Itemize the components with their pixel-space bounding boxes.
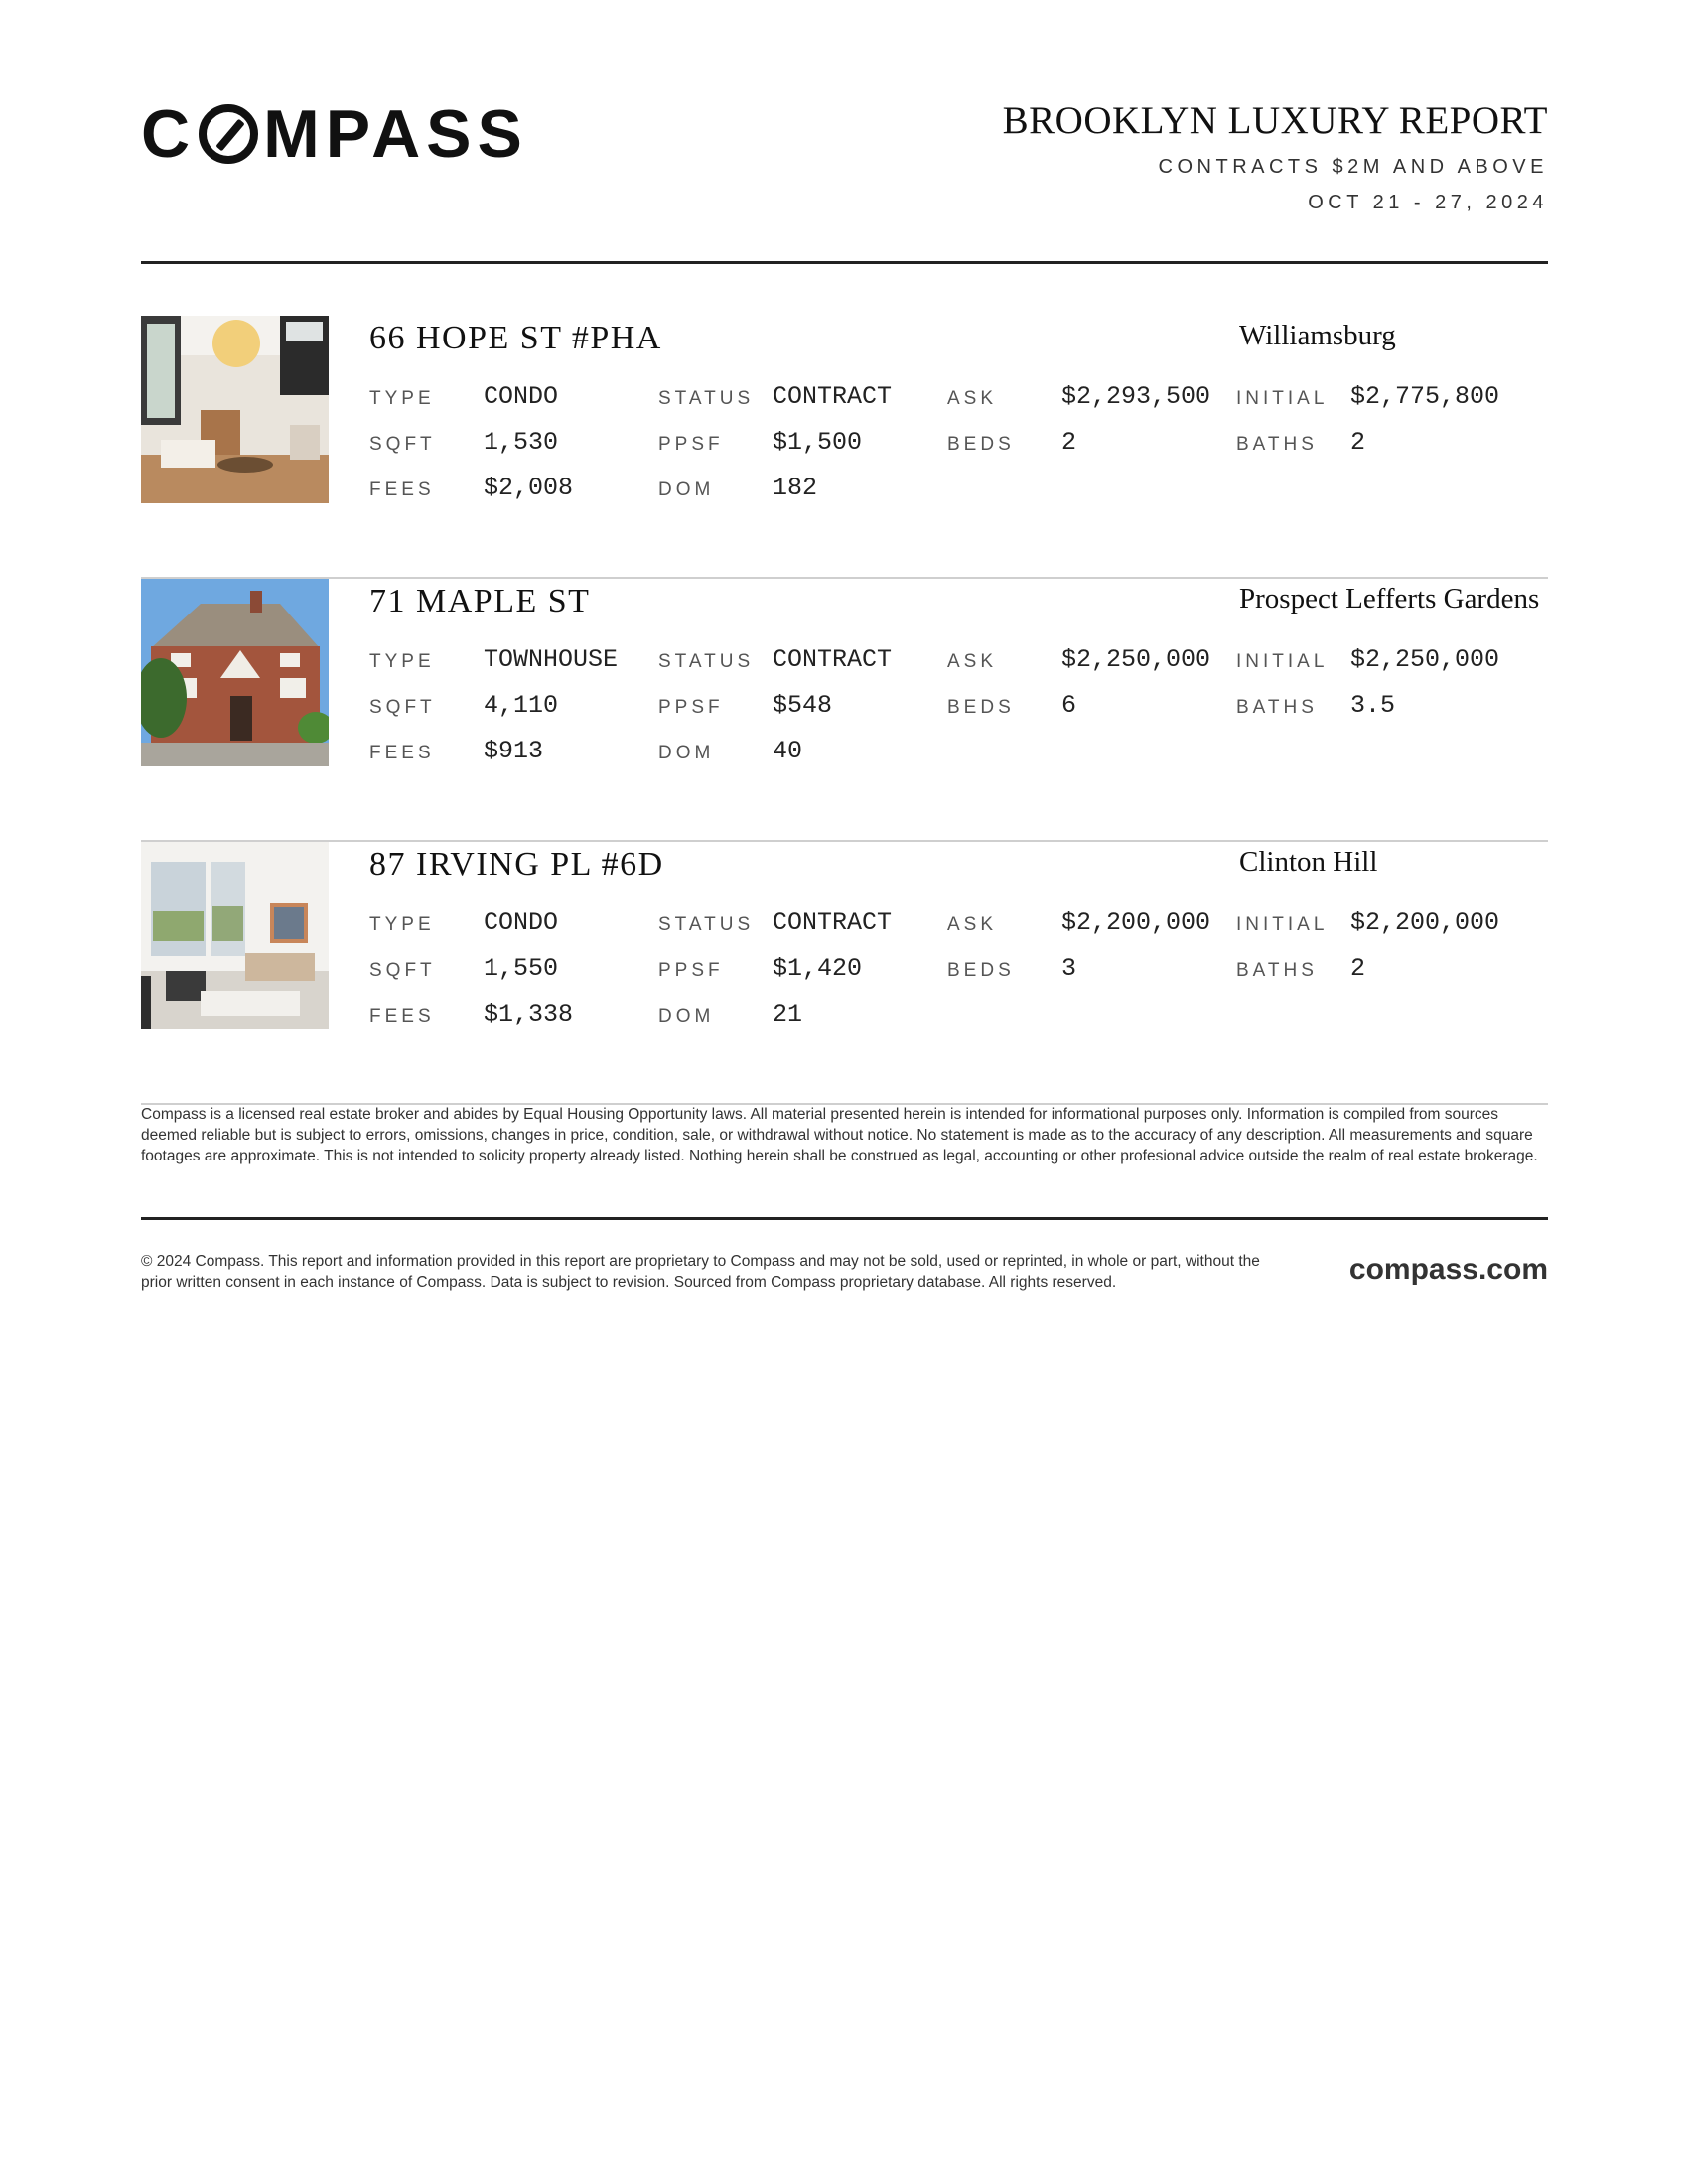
report-header: [141, 94, 1548, 223]
field-label: STATUS: [658, 651, 755, 672]
field-label: INITIAL: [1236, 388, 1329, 409]
field-value: $2,008: [484, 474, 574, 502]
listing-address: 87 IRVING PL #6D: [369, 846, 664, 883]
website-link[interactable]: compass.com: [1348, 1253, 1548, 1286]
field-label: ASK: [947, 651, 998, 672]
field-label: PPSF: [658, 697, 724, 718]
footer-divider: [141, 1217, 1548, 1220]
field-value: $2,250,000: [1350, 645, 1500, 674]
listing-card: [141, 579, 1548, 842]
field-value: $2,293,500: [1061, 382, 1211, 411]
field-value: $2,250,000: [1061, 645, 1211, 674]
field-label: STATUS: [658, 914, 755, 935]
field-value: CONTRACT: [773, 908, 893, 937]
field-value: 1,550: [484, 954, 559, 983]
listing-address: 71 MAPLE ST: [369, 583, 591, 619]
report-date-range: OCT 21 - 27, 2024: [1308, 192, 1548, 213]
listing-address: 66 HOPE ST #PHA: [369, 320, 662, 356]
compass-logo-o-icon: [199, 104, 258, 164]
listing-neighborhood: Clinton Hill: [1239, 846, 1378, 878]
field-value: 2: [1350, 954, 1366, 983]
field-value: CONDO: [484, 382, 559, 411]
field-label: INITIAL: [1236, 914, 1329, 935]
field-label: STATUS: [658, 388, 755, 409]
field-label: PPSF: [658, 434, 724, 455]
field-label: INITIAL: [1236, 651, 1329, 672]
field-value: $1,338: [484, 1000, 574, 1028]
field-value: 21: [773, 1000, 803, 1028]
field-label: DOM: [658, 743, 715, 763]
field-label: FEES: [369, 1006, 435, 1026]
report-subtitle: CONTRACTS $2M AND ABOVE: [1158, 156, 1548, 178]
field-label: BATHS: [1236, 697, 1318, 718]
field-label: ASK: [947, 914, 998, 935]
listing-card: [141, 842, 1548, 1105]
field-label: BATHS: [1236, 434, 1318, 455]
field-value: $2,775,800: [1350, 382, 1500, 411]
listing-card: [141, 316, 1548, 579]
field-label: TYPE: [369, 651, 435, 672]
field-value: CONDO: [484, 908, 559, 937]
header-divider: [141, 261, 1548, 264]
field-label: FEES: [369, 743, 435, 763]
listing-neighborhood: Prospect Lefferts Gardens: [1239, 583, 1540, 614]
field-label: PPSF: [658, 960, 724, 981]
field-label: BEDS: [947, 960, 1015, 981]
copyright-notice: © 2024 Compass. This report and information provided in this report are proprietary to Compass and may not be sold, used or reprinted, in whole or part, without the prior written consent in each instance of Compass. Data is subject to revision. Sourced from Compass proprietary database. All rights reserved.: [141, 1253, 1260, 1291]
field-label: DOM: [658, 1006, 715, 1026]
field-value: CONTRACT: [773, 382, 893, 411]
field-value: 2: [1350, 428, 1366, 457]
field-label: TYPE: [369, 388, 435, 409]
listing-neighborhood: Williamsburg: [1239, 320, 1396, 351]
field-value: $913: [484, 737, 544, 765]
field-label: SQFT: [369, 697, 436, 718]
field-value: $548: [773, 691, 833, 720]
field-label: ASK: [947, 388, 998, 409]
field-label: SQFT: [369, 434, 436, 455]
field-value: 182: [773, 474, 818, 502]
listing-photo-interior: [141, 316, 329, 503]
field-value: 6: [1061, 691, 1077, 720]
field-value: 3.5: [1350, 691, 1396, 720]
field-value: 3: [1061, 954, 1077, 983]
field-value: 1,530: [484, 428, 559, 457]
field-value: 4,110: [484, 691, 559, 720]
field-label: FEES: [369, 479, 435, 500]
field-value: 40: [773, 737, 803, 765]
field-label: DOM: [658, 479, 715, 500]
compass-logo: C MPASS: [141, 96, 528, 172]
field-label: SQFT: [369, 960, 436, 981]
field-label: BEDS: [947, 434, 1015, 455]
field-value: 2: [1061, 428, 1077, 457]
report-title: BROOKLYN LUXURY REPORT: [1002, 99, 1548, 142]
field-value: $1,420: [773, 954, 863, 983]
field-label: TYPE: [369, 914, 435, 935]
field-value: $2,200,000: [1350, 908, 1500, 937]
field-value: TOWNHOUSE: [484, 645, 619, 674]
listing-photo-exterior: [141, 579, 329, 766]
field-value: $1,500: [773, 428, 863, 457]
listing-photo-living-room: [141, 842, 329, 1029]
field-label: BATHS: [1236, 960, 1318, 981]
field-value: $2,200,000: [1061, 908, 1211, 937]
legal-disclaimer: Compass is a licensed real estate broker and abides by Equal Housing Opportunity laws. All material presented herein is intended for informational purposes only. Information is compiled from sources deemed reliable but is subject to errors, omissions, changes in price, condition, sale, or withdrawal without notice. No statement is made as to the accuracy of any description. All measurements and square footages are approximate. This is not intended to solicity property already listed. Nothing herein shall be construed as legal, accounting or other profesional advice outside the realm of real estate brokerage.: [141, 1106, 1538, 1164]
field-label: BEDS: [947, 697, 1015, 718]
field-value: CONTRACT: [773, 645, 893, 674]
